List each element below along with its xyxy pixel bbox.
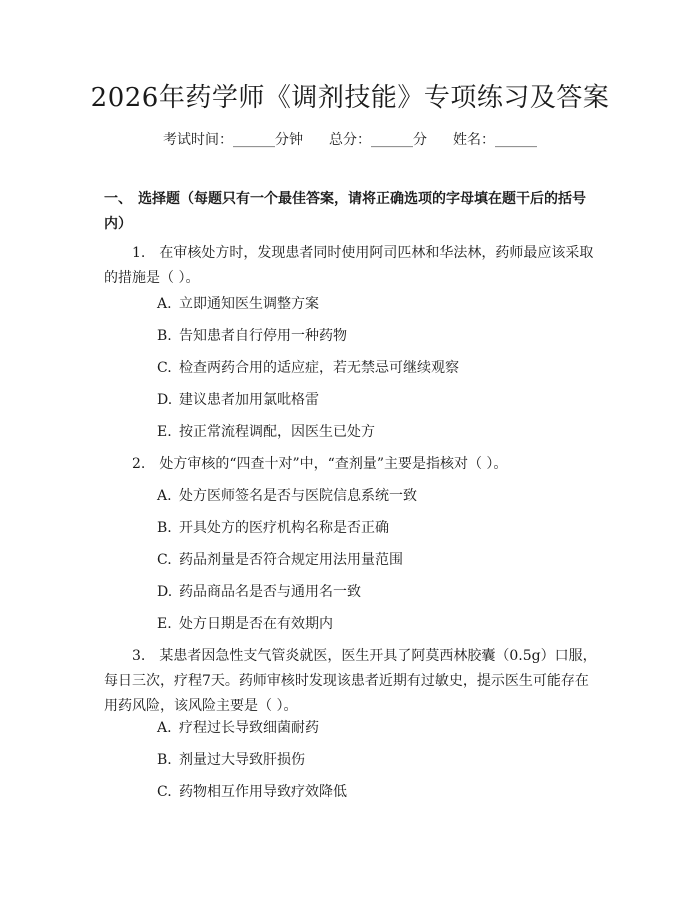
question-1-option-c [157,356,597,380]
question-2-option-c [157,548,597,572]
option-letter: C. [157,552,172,568]
option-letter: E. [157,616,172,632]
option-letter: C. [157,360,172,376]
question-1-option-e [157,420,597,444]
section-number: 一、 [104,191,132,207]
name-label: 姓名： [453,132,495,148]
option-text: 开具处方的医疗机构名称是否正确 [179,520,389,536]
question-1-option-b [157,324,597,348]
option-text: 药物相互作用导致疗效降低 [179,784,347,800]
question-3: 3. 某患者因急性支气管炎就医，医生开具了阿莫西林胶囊（0.5g）口服，每日三次，疗程7天。药师审核时发现该患者近期有过敏史，提示医生可能存在用药风险，该风险主要是（ ）。 [104,648,597,714]
time-blank: ______ [233,132,275,148]
option-letter: B. [157,328,172,344]
option-text: 处方医师签名是否与医院信息系统一致 [179,488,417,504]
question-2: 2. 处方审核的“四查十对”中，“查剂量”主要是指核对（ ）。 [132,456,508,472]
option-letter: B. [157,752,172,768]
exam-meta [0,128,700,152]
question-3-option-c [157,780,597,804]
question-2-option-d [157,580,597,604]
option-text: 剂量过大导致肝损伤 [179,752,305,768]
question-3-option-a [157,716,597,740]
question-2-option-a [157,484,597,508]
time-unit: 分钟 [275,132,303,148]
question-1-option-a [157,292,597,316]
option-letter: C. [157,784,172,800]
option-text: 处方日期是否在有效期内 [179,616,333,632]
name-blank: ______ [495,132,537,148]
question-2-option-b [157,516,597,540]
score-blank: ______ [371,132,413,148]
question-1-option-d [157,388,597,412]
option-letter: B. [157,520,172,536]
option-text: 按正常流程调配，因医生已处方 [179,424,375,440]
option-text: 立即通知医生调整方案 [179,296,319,312]
score-label: 总分： [329,132,371,148]
option-text: 药品剂量是否符合规定用法用量范围 [179,552,403,568]
question-1: 1. 在审核处方时，发现患者同时使用阿司匹林和华法林，药师最应该采取的措施是（ ）。 [104,245,594,286]
document-title: 2026年药学师《调剂技能》专项练习及答案 [90,83,610,113]
question-2-option-e [157,612,597,636]
option-letter: D. [157,584,173,600]
option-text: 检查两药合用的适应症，若无禁忌可继续观察 [179,360,459,376]
question-3-option-b [157,748,597,772]
option-letter: A. [157,488,172,504]
option-text: 疗程过长导致细菌耐药 [179,720,319,736]
score-unit: 分 [413,132,427,148]
option-letter: E. [157,424,172,440]
option-text: 告知患者自行停用一种药物 [179,328,347,344]
option-letter: A. [157,720,172,736]
option-letter: D. [157,392,173,408]
option-text: 药品商品名是否与通用名一致 [179,584,361,600]
section-heading [104,187,594,237]
time-label: 考试时间： [163,132,233,148]
option-letter: A. [157,296,172,312]
option-text: 建议患者加用氯吡格雷 [179,392,319,408]
section-text: 选择题（每题只有一个最佳答案，请将正确选项的字母填在题干后的括号内） [104,191,586,232]
